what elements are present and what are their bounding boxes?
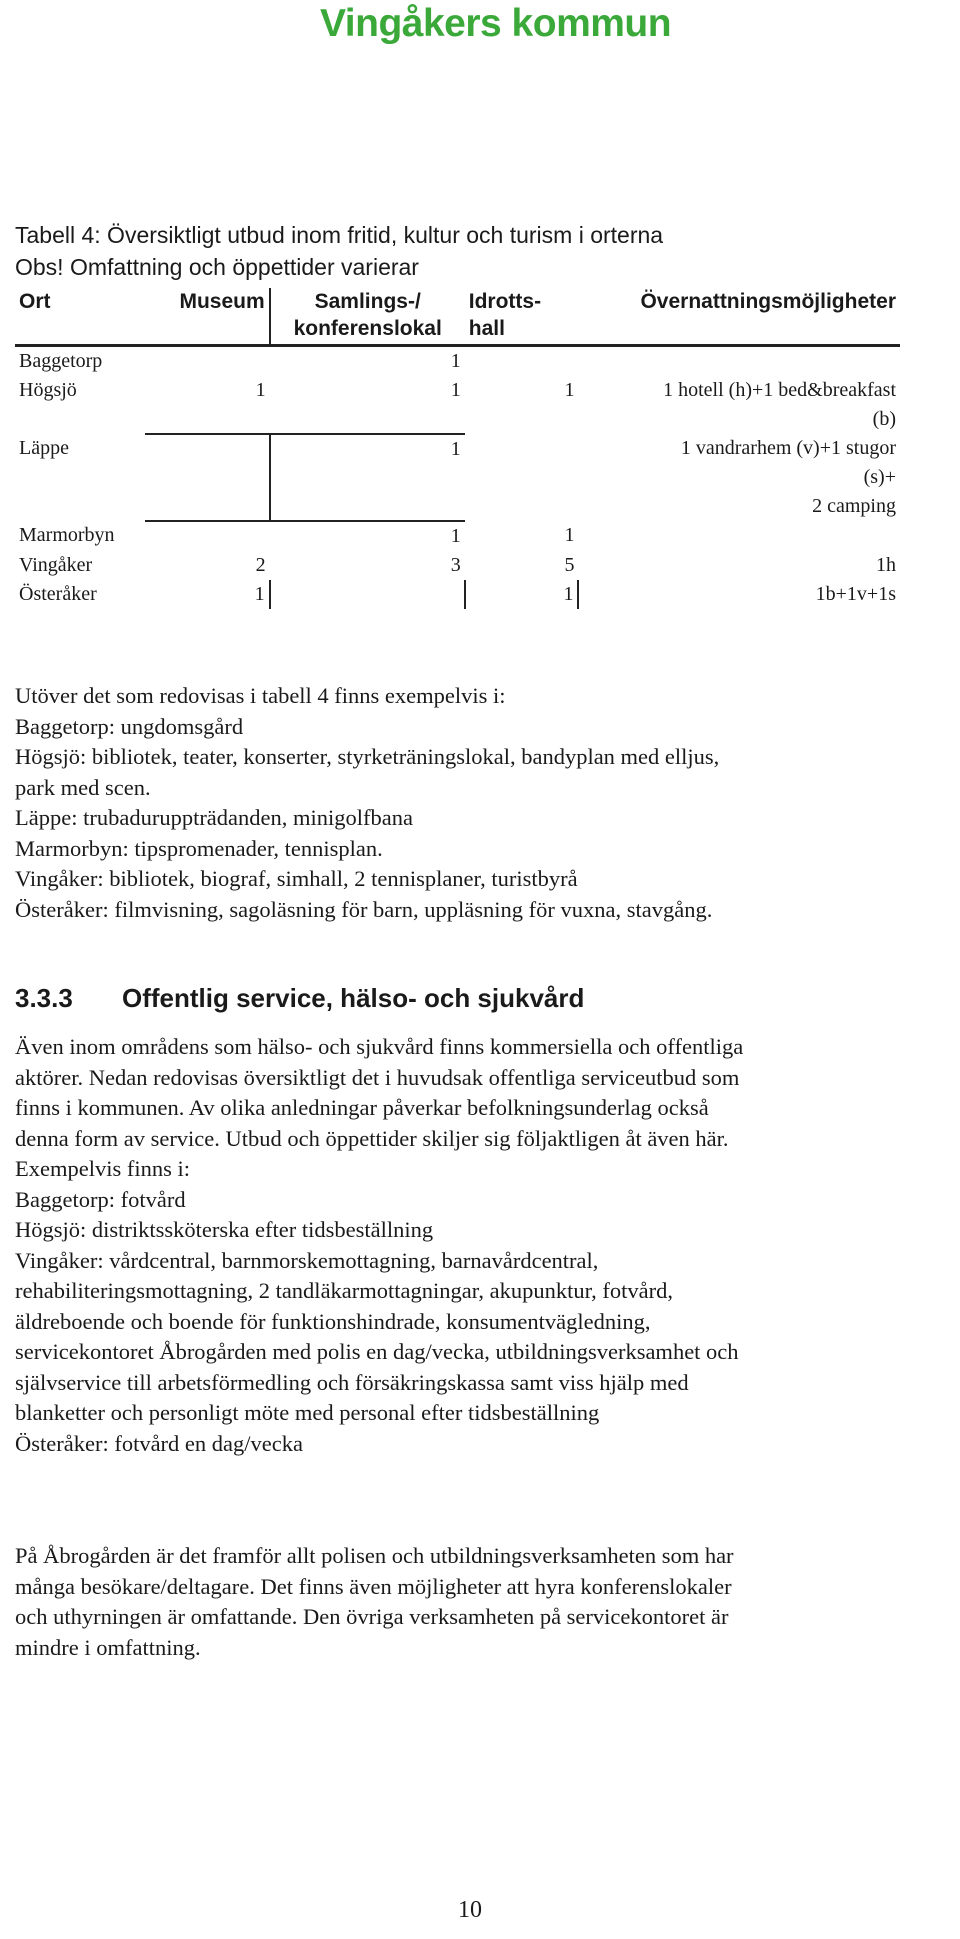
text-line: aktörer. Nedan redovisas översiktligt det i huvudsak offentliga serviceutbud som [15,1064,740,1090]
text-line: På Åbrogården är det framför allt polisen och utbildningsverksamheten som har [15,1543,734,1568]
text-line: denna form av service. Utbud och öppettider skiljer sig följaktligen åt även här. [15,1125,729,1151]
header-idrottshall-line1: Idrotts- [468,290,542,313]
header-samlingslokal-line2: konferenslokal [293,317,442,340]
cell-ort: Baggetorp [19,350,103,372]
table-row [15,376,900,434]
header-samlingslokal-line1: Samlings-/ [314,290,421,313]
text-line: park med scen. [15,774,151,800]
cell-museum [145,521,270,551]
cell-overnattning [578,551,900,580]
facilities-table [15,288,900,609]
cell-idrottshall [465,434,579,521]
cell-samlingslokal: 3 [450,554,461,576]
text-line: Även inom områdens som hälso- och sjukvård finns kommersiella och offentliga [15,1034,744,1059]
cell-samlingslokal: 1 [450,379,461,401]
cell-museum [145,346,270,377]
cell-overnattning [578,521,900,551]
cell-idrottshall: 1 [564,524,575,546]
overnattning-line: 1h [876,554,896,576]
cell-idrottshall: 1 [563,583,574,605]
overnattning-line: 1 hotell (h)+1 bed&breakfast [663,379,896,401]
text-line: Marmorbyn: tipspromenader, tennisplan. [15,835,383,861]
cell-museum: 2 [255,554,266,576]
table-note: Obs! Omfattning och öppettider varierar [15,254,419,280]
text-line: Baggetorp: ungdomsgård [15,713,244,739]
cell-ort: Läppe [19,437,69,459]
header-overnattning: Övernattningsmöjligheter [640,290,896,313]
cell-idrottshall: 5 [564,554,575,576]
text-line: Högsjö: bibliotek, teater, konserter, styrketräningslokal, bandyplan med elljus, [15,744,720,769]
cell-samlingslokal: 1 [450,350,461,372]
section-heading [15,982,584,1014]
text-line: blanketter och personligt möte med personal efter tidsbeställning [15,1400,600,1425]
table-row [15,521,900,551]
text-line: äldreboende och boende för funktionshindrade, konsumentvägledning, [15,1308,651,1334]
brand-title: Vingåkers kommun [320,2,672,45]
overnattning-line: 1 vandrarhem (v)+1 stugor [680,437,896,459]
header-museum: Museum [145,288,270,346]
cell-idrottshall [465,346,579,377]
cell-museum [145,434,270,521]
table-header-row [15,288,900,346]
abrogarden-paragraph [15,1541,734,1663]
text-line: Utöver det som redovisas i tabell 4 finns exempelvis i: [15,683,506,708]
table-row [15,346,900,377]
cell-ort: Högsjö [19,379,77,401]
cell-overnattning [578,376,900,434]
text-line: Baggetorp: fotvård [15,1186,186,1212]
text-line: självservice till arbetsförmedling och försäkringskassa samt viss hjälp med [15,1369,689,1395]
table-row [15,434,900,521]
text-line: Österåker: filmvisning, sagoläsning för barn, uppläsning för vuxna, stavgång. [15,896,713,922]
text-line: mindre i omfattning. [15,1634,201,1660]
cell-samlingslokal [270,580,465,609]
cell-idrottshall: 1 [564,379,575,401]
page-number: 10 [458,1897,482,1923]
cell-overnattning [578,580,900,609]
text-line: Exempelvis finns i: [15,1156,190,1181]
cell-samlingslokal: 1 [270,434,465,521]
header-idrottshall [465,288,579,346]
text-line: servicekontoret Åbrogården med polis en dag/vecka, utbildningsverksamhet och [15,1339,739,1364]
section-title: Offentlig service, hälso- och sjukvård [122,983,585,1013]
overnattning-line: 2 camping [812,495,896,517]
cell-ort: Marmorbyn [19,524,115,546]
overnattning-line: (s)+ [863,466,896,488]
text-line: Vingåker: bibliotek, biograf, simhall, 2 tennisplaner, turistbyrå [15,866,578,891]
header-samlingslokal [270,288,465,346]
table-caption: Tabell 4: Översiktligt utbud inom fritid, kultur och turism i orterna [15,222,664,248]
cell-samlingslokal: 1 [450,525,461,547]
header-idrottshall-line2: hall [468,317,505,340]
text-line: Vingåker: vårdcentral, barnmorskemottagning, barnavårdcentral, [15,1247,599,1273]
leisure-examples [15,681,719,925]
overnattning-line: (b) [872,408,896,430]
text-line: många besökare/deltagare. Det finns även möjligheter att hyra konferenslokaler [15,1573,732,1599]
cell-museum: 1 [255,379,266,401]
table-row [15,551,900,580]
cell-museum: 1 [254,583,265,605]
table-row [15,580,900,609]
cell-overnattning [578,346,900,377]
header-ort: Ort [19,290,51,313]
public-service-text [15,1032,743,1459]
text-line: rehabiliteringsmottagning, 2 tandläkarmottagningar, akupunktur, fotvård, [15,1278,674,1303]
text-line: Högsjö: distriktssköterska efter tidsbeställning [15,1217,434,1242]
cell-ort: Vingåker [19,554,93,576]
cell-ort: Österåker [19,583,97,605]
section-number: 3.3.3 [15,983,73,1013]
text-line: och uthyrningen är omfattande. Den övriga verksamheten på servicekontoret är [15,1604,729,1629]
text-line: Österåker: fotvård en dag/vecka [15,1430,303,1456]
text-line: finns i kommunen. Av olika anledningar påverkar befolkningsunderlag också [15,1095,709,1120]
overnattning-line: 1b+1v+1s [815,583,896,605]
cell-overnattning [578,434,900,521]
text-line: Läppe: trubaduruppträdanden, minigolfbana [15,805,413,830]
